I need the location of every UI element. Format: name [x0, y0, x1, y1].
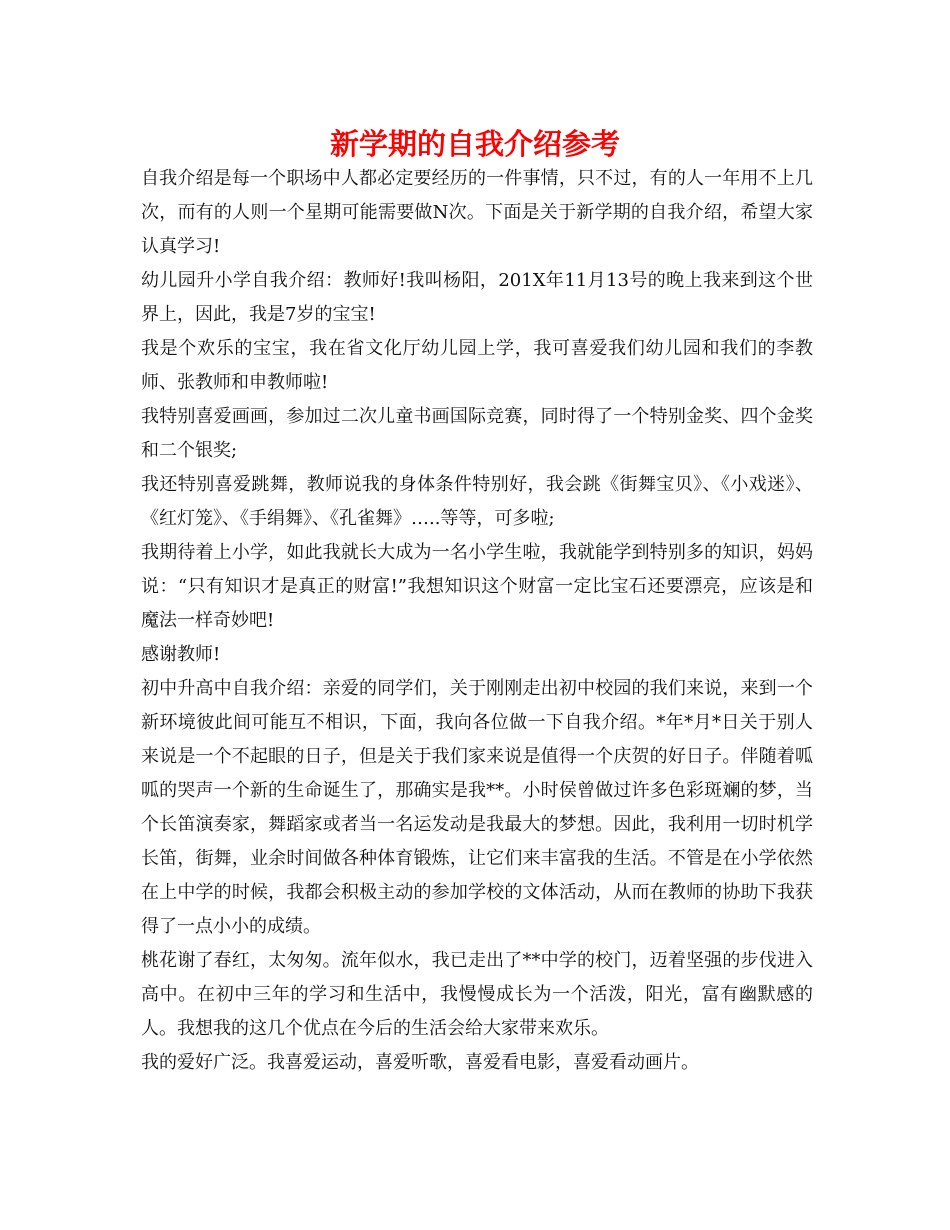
paragraph-dancing: 我还特别喜爱跳舞，教师说我的身体条件特别好，我会跳《街舞宝贝》、《小戏迷》、《红灯笼》、《手绢舞》、《孔雀舞》…..等等，可多啦; — [141, 474, 813, 529]
paragraph-hobbies: 我的爱好广泛。我喜爱运动，喜爱听歌，喜爱看电影，喜爱看动画片。 — [141, 1052, 699, 1073]
paragraph-highschool-entry: 桃花谢了春红，太匆匆。流年似水，我已走出了**中学的校门，迈着坚强的步伐进入高中。在初中三年的学习和生活中，我慢慢成长为一个活泼，阳光，富有幽默感的人。我想我的这几个优点在今后的生活会给大家带来欢乐。 — [141, 950, 813, 1039]
paragraph-highschool-intro: 初中升高中自我介绍：亲爱的同学们，关于刚刚走出初中校园的我们来说，来到一个新环境彼此间可能互不相识，下面，我向各位做一下自我介绍。*年*月*日关于别人来说是一个不起眼的日子，但是关于我们家来说是值得一个庆贺的好日子。伴随着呱呱的哭声一个新的生命诞生了，那确实是我**。小时侯曾做过许多色彩斑斓的梦，当个长笛演奏家，舞蹈家或者当一名运发动是我最大的梦想。因此，我利用一切时机学长笛，街舞，业余时间做各种体育锻炼，让它们来丰富我的生活。不管是在小学依然在上中学的时候，我都会积极主动的参加学校的文体活动，从而在教师的协助下我获得了一点小小的成绩。 — [141, 678, 813, 937]
paragraph-expectation: 我期待着上小学，如此我就长大成为一名小学生啦，我就能学到特别多的知识，妈妈说：“只有知识才是真正的财富!”我想知识这个财富一定比宝石还要漂亮，应该是和魔法一样奇妙吧! — [141, 542, 813, 631]
paragraph-kindergarten-school: 我是个欢乐的宝宝，我在省文化厅幼儿园上学，我可喜爱我们幼儿园和我们的李教师、张教师和申教师啦! — [141, 338, 813, 393]
paragraph-intro: 自我介绍是每一个职场中人都必定要经历的一件事情，只不过，有的人一年用不上几次，而有的人则一个星期可能需要做N次。下面是关于新学期的自我介绍，希望大家认真学习! — [141, 168, 813, 257]
paragraph-thanks: 感谢教师! — [141, 644, 221, 665]
document-title: 新学期的自我介绍参考 — [329, 127, 620, 161]
paragraph-painting: 我特别喜爱画画，参加过二次儿童书画国际竞赛，同时得了一个特别金奖、四个金奖和二个银奖; — [141, 406, 813, 461]
document-body — [141, 162, 813, 1080]
paragraph-kindergarten-intro: 幼儿园升小学自我介绍：教师好!我叫杨阳，201X年11月13号的晚上我来到这个世界上，因此，我是7岁的宝宝! — [141, 270, 813, 325]
